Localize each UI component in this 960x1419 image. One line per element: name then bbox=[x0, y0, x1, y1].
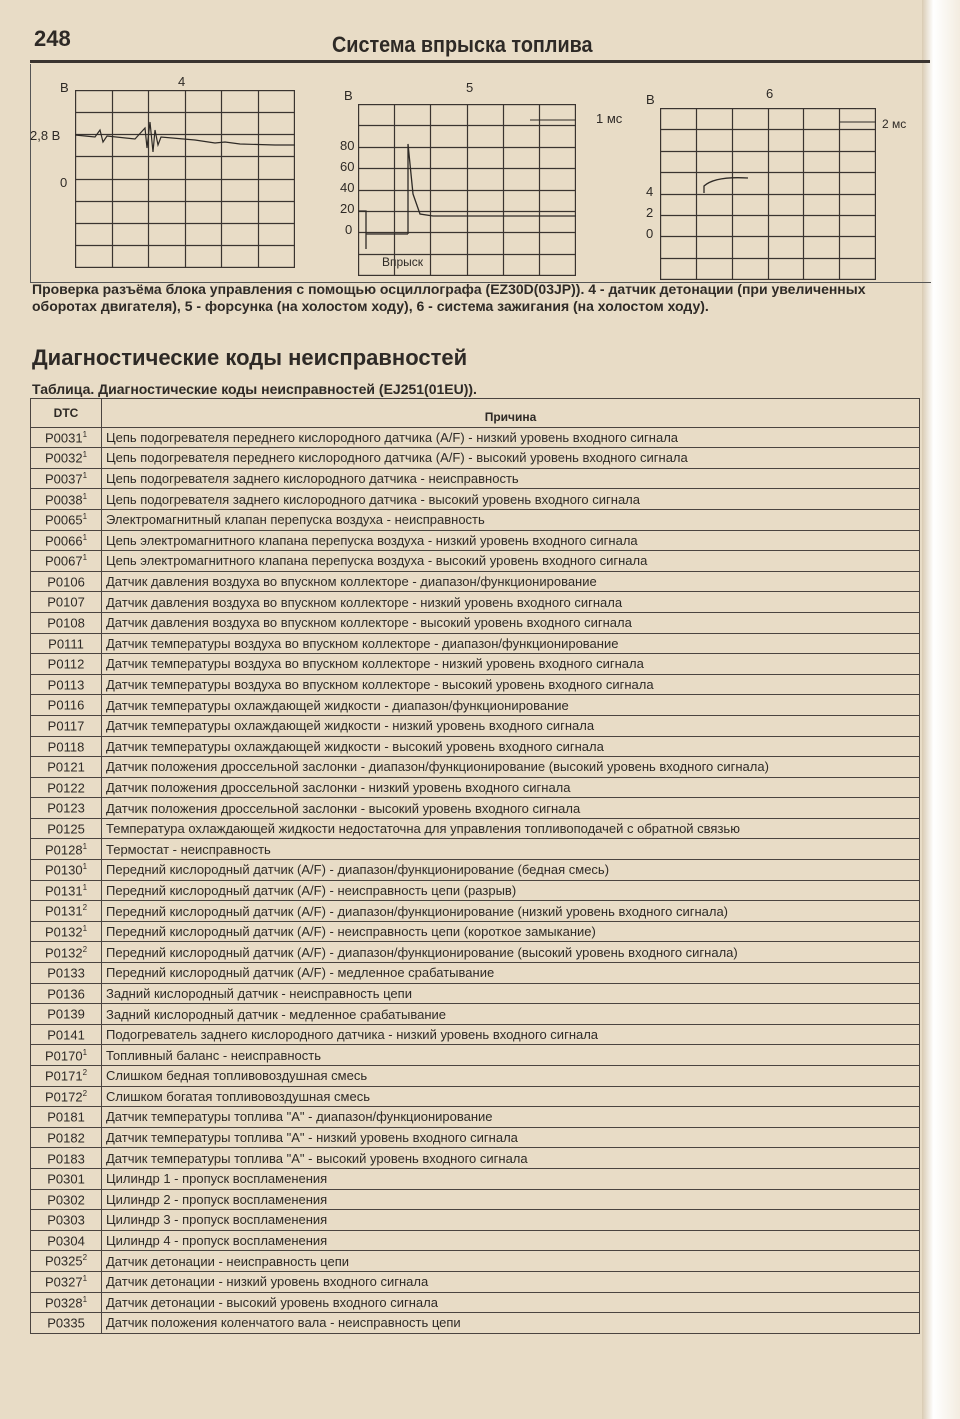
dtc-cause: Датчик положения дроссельной заслонки - низкий уровень входного сигнала bbox=[102, 777, 920, 798]
dtc-cause: Датчик положения дроссельной заслонки - диапазон/функционирование (высокий уровень входного сигнала) bbox=[102, 757, 920, 778]
dtc-code bbox=[31, 654, 102, 675]
dtc-code-text: P0181 bbox=[47, 1109, 85, 1125]
dtc-code-text: P0038 bbox=[44, 491, 83, 507]
dtc-footnote: 2 bbox=[82, 1068, 88, 1078]
dtc-code-text: P0031 bbox=[44, 430, 83, 446]
table-row bbox=[31, 489, 920, 510]
dtc-code bbox=[31, 1168, 102, 1189]
dtc-code bbox=[31, 551, 102, 572]
dtc-code bbox=[31, 983, 102, 1004]
table-row bbox=[31, 818, 920, 839]
dtc-footnote: 1 bbox=[82, 491, 88, 501]
dtc-cause: Датчик температуры воздуха во впускном коллекторе - диапазон/функционирование bbox=[102, 633, 920, 654]
dtc-code-text: P0065 bbox=[44, 512, 83, 528]
fig5-timescale: 1 мс bbox=[596, 111, 623, 126]
dtc-cause: Цилиндр 4 - пропуск воспламенения bbox=[102, 1230, 920, 1251]
dtc-cause: Датчик давления воздуха во впускном коллекторе - низкий уровень входного сигнала bbox=[102, 592, 920, 613]
dtc-cause: Цепь подогревателя переднего кислородного датчика (A/F) - высокий уровень входного сигнала bbox=[102, 448, 920, 469]
dtc-code bbox=[31, 715, 102, 736]
dtc-code bbox=[31, 448, 102, 469]
fig4-unit: В bbox=[60, 80, 69, 95]
dtc-cause: Передний кислородный датчик (A/F) - диапазон/функционирование (высокий уровень входного сигнала) bbox=[102, 942, 920, 963]
dtc-cause: Датчик температуры охлаждающей жидкости - высокий уровень входного сигнала bbox=[102, 736, 920, 757]
dtc-footnote: 2 bbox=[82, 1088, 88, 1098]
dtc-cause: Цилиндр 2 - пропуск воспламенения bbox=[102, 1189, 920, 1210]
dtc-code-text: P0106 bbox=[47, 574, 85, 590]
dtc-code-text: P0170 bbox=[44, 1047, 83, 1063]
table-header-row bbox=[31, 399, 920, 428]
dtc-code-text: P0335 bbox=[47, 1315, 85, 1331]
table-row bbox=[31, 468, 920, 489]
dtc-cause: Подогреватель заднего кислородного датчика - низкий уровень входного сигнала bbox=[102, 1024, 920, 1045]
dtc-code-text: P0302 bbox=[47, 1192, 85, 1208]
table-row bbox=[31, 1230, 920, 1251]
fig6-ylabel: 2 bbox=[646, 205, 654, 220]
dtc-cause: Датчик детонации - неисправность цепи bbox=[102, 1251, 920, 1272]
dtc-footnote: 1 bbox=[82, 1274, 88, 1284]
dtc-code bbox=[31, 1292, 102, 1313]
table-row bbox=[31, 1045, 920, 1066]
dtc-code bbox=[31, 1251, 102, 1272]
dtc-code bbox=[31, 1148, 102, 1169]
dtc-code-text: P0067 bbox=[44, 553, 83, 569]
dtc-code-text: P0301 bbox=[47, 1171, 85, 1187]
dtc-cause: Датчик детонации - низкий уровень входного сигнала bbox=[102, 1271, 920, 1292]
dtc-code-text: P0032 bbox=[44, 450, 83, 466]
dtc-code-text: P0122 bbox=[47, 780, 85, 796]
fig5-ylabel: 20 bbox=[340, 201, 355, 216]
dtc-cause: Слишком бедная топливовоздушная смесь bbox=[102, 1066, 920, 1087]
dtc-cause: Цепь подогревателя заднего кислородного датчика - высокий уровень входного сигнала bbox=[102, 489, 920, 510]
dtc-code bbox=[31, 901, 102, 922]
dtc-code-text: P0171 bbox=[44, 1068, 83, 1084]
table-row bbox=[31, 674, 920, 695]
dtc-code bbox=[31, 427, 102, 448]
dtc-code bbox=[31, 860, 102, 881]
dtc-cause: Цепь подогревателя заднего кислородного датчика - неисправность bbox=[102, 468, 920, 489]
dtc-footnote: 2 bbox=[82, 1253, 88, 1263]
dtc-code-text: P0172 bbox=[44, 1089, 83, 1105]
table-row bbox=[31, 901, 920, 922]
table-row bbox=[31, 1168, 920, 1189]
dtc-code bbox=[31, 839, 102, 860]
dtc-code-text: P0136 bbox=[47, 986, 85, 1002]
fig4-ylabel: 0 bbox=[60, 175, 68, 190]
dtc-cause: Датчик температуры охлаждающей жидкости - низкий уровень входного сигнала bbox=[102, 715, 920, 736]
dtc-cause: Датчик температуры охлаждающей жидкости - диапазон/функционирование bbox=[102, 695, 920, 716]
dtc-footnote: 1 bbox=[82, 470, 88, 480]
table-row bbox=[31, 757, 920, 778]
dtc-cause: Цилиндр 3 - пропуск воспламенения bbox=[102, 1210, 920, 1231]
table-row bbox=[31, 963, 920, 984]
dtc-footnote: 1 bbox=[82, 450, 88, 460]
fig5-unit: В bbox=[344, 88, 353, 103]
fig6-ylabel: 0 bbox=[646, 226, 654, 241]
dtc-code-text: P0303 bbox=[47, 1212, 85, 1228]
dtc-cause: Датчик давления воздуха во впускном коллекторе - диапазон/функционирование bbox=[102, 571, 920, 592]
fig6-oscillogram bbox=[660, 108, 876, 280]
dtc-code-text: P0139 bbox=[47, 1006, 85, 1022]
dtc-code bbox=[31, 612, 102, 633]
table-row bbox=[31, 1271, 920, 1292]
table-row bbox=[31, 1189, 920, 1210]
dtc-cause: Передний кислородный датчик (A/F) - диапазон/функционирование (низкий уровень входного сигнала) bbox=[102, 901, 920, 922]
dtc-footnote: 1 bbox=[82, 1294, 88, 1304]
dtc-cause: Передний кислородный датчик (A/F) - диапазон/функционирование (бедная смесь) bbox=[102, 860, 920, 881]
dtc-cause: Задний кислородный датчик - неисправность цепи bbox=[102, 983, 920, 1004]
section-title: Диагностические коды неисправностей bbox=[32, 345, 468, 370]
dtc-code-text: P0112 bbox=[47, 656, 85, 672]
table-row bbox=[31, 612, 920, 633]
table-row bbox=[31, 880, 920, 901]
dtc-cause: Задний кислородный датчик - медленное срабатывание bbox=[102, 1004, 920, 1025]
dtc-cause: Передний кислородный датчик (A/F) - медленное срабатывание bbox=[102, 963, 920, 984]
fig5-ylabel: 80 bbox=[340, 138, 355, 153]
dtc-code-text: P0327 bbox=[44, 1274, 83, 1290]
dtc-code bbox=[31, 695, 102, 716]
dtc-code-text: P0132 bbox=[44, 944, 83, 960]
fig4-number: 4 bbox=[178, 74, 186, 89]
dtc-code-text: P0118 bbox=[47, 738, 85, 754]
dtc-footnote: 1 bbox=[82, 862, 88, 872]
fig5-number: 5 bbox=[466, 80, 474, 95]
table-body bbox=[31, 427, 920, 1333]
dtc-footnote: 1 bbox=[82, 923, 88, 933]
dtc-cause: Цепь подогревателя переднего кислородного датчика (A/F) - низкий уровень входного сигнала bbox=[102, 427, 920, 448]
dtc-code-text: P0182 bbox=[47, 1130, 85, 1146]
dtc-code bbox=[31, 798, 102, 819]
table-row bbox=[31, 1107, 920, 1128]
dtc-footnote: 1 bbox=[82, 532, 88, 542]
dtc-footnote: 1 bbox=[82, 553, 88, 563]
fig5-ylabel: 60 bbox=[340, 159, 355, 174]
dtc-code bbox=[31, 1107, 102, 1128]
header-dtc: DTC bbox=[31, 399, 102, 428]
fig5-ylabel: 0 bbox=[345, 222, 353, 237]
header-cause: Причина bbox=[102, 399, 920, 428]
table-row bbox=[31, 1066, 920, 1087]
table-row bbox=[31, 448, 920, 469]
dtc-code-text: P0328 bbox=[44, 1294, 83, 1310]
header-rule bbox=[30, 60, 930, 63]
dtc-code-text: P0108 bbox=[47, 615, 85, 631]
table-row bbox=[31, 1210, 920, 1231]
dtc-code-text: P0131 bbox=[44, 883, 83, 899]
table-row bbox=[31, 551, 920, 572]
table-row bbox=[31, 860, 920, 881]
dtc-cause: Электромагнитный клапан перепуска воздуха - неисправность bbox=[102, 509, 920, 530]
dtc-code bbox=[31, 777, 102, 798]
fig5-marker: Впрыск bbox=[382, 255, 424, 269]
dtc-code bbox=[31, 1045, 102, 1066]
dtc-code-text: P0113 bbox=[47, 677, 85, 693]
dtc-code bbox=[31, 592, 102, 613]
dtc-cause: Датчик положения дроссельной заслонки - высокий уровень входного сигнала bbox=[102, 798, 920, 819]
dtc-table bbox=[30, 398, 920, 1334]
dtc-code bbox=[31, 1210, 102, 1231]
table-row bbox=[31, 1004, 920, 1025]
table-caption: Таблица. Диагностические коды неисправностей (EJ251(01EU)). bbox=[32, 381, 477, 397]
table-row bbox=[31, 654, 920, 675]
table-row bbox=[31, 777, 920, 798]
dtc-footnote: 1 bbox=[82, 429, 88, 439]
dtc-code bbox=[31, 674, 102, 695]
dtc-cause: Датчик температуры воздуха во впускном коллекторе - высокий уровень входного сигнала bbox=[102, 674, 920, 695]
dtc-code bbox=[31, 818, 102, 839]
table-row bbox=[31, 571, 920, 592]
dtc-footnote: 1 bbox=[82, 841, 88, 851]
table-row bbox=[31, 942, 920, 963]
dtc-cause: Датчик температуры топлива "A" - диапазон/функционирование bbox=[102, 1107, 920, 1128]
table-row bbox=[31, 592, 920, 613]
dtc-code bbox=[31, 921, 102, 942]
fig4-ylabel: 2,8 В bbox=[30, 128, 61, 143]
dtc-code-text: P0121 bbox=[47, 759, 85, 775]
figure-caption: Проверка разъёма блока управления с помощью осциллографа (EZ30D(03JP)). 4 - датчик детонации (при увеличенных оборотах двигателя), 5 - форсунка (на холостом ходу), 6 - система зажигания (на холостом ходу). bbox=[32, 281, 866, 314]
dtc-cause: Топливный баланс - неисправность bbox=[102, 1045, 920, 1066]
dtc-footnote: 2 bbox=[82, 903, 88, 913]
dtc-footnote: 2 bbox=[82, 944, 88, 954]
dtc-code bbox=[31, 1189, 102, 1210]
dtc-code bbox=[31, 1086, 102, 1107]
fig6-timescale: 2 мс bbox=[882, 117, 907, 131]
dtc-code bbox=[31, 942, 102, 963]
dtc-code bbox=[31, 1004, 102, 1025]
dtc-code-text: P0125 bbox=[47, 821, 85, 837]
dtc-code-text: P0128 bbox=[44, 841, 83, 857]
dtc-footnote: 1 bbox=[82, 882, 88, 892]
table-row bbox=[31, 1024, 920, 1045]
fig5-oscillogram bbox=[358, 104, 576, 276]
dtc-code bbox=[31, 530, 102, 551]
dtc-code-text: P0123 bbox=[47, 800, 85, 816]
fig6-ylabel: 4 bbox=[646, 184, 654, 199]
dtc-cause: Термостат - неисправность bbox=[102, 839, 920, 860]
table-row bbox=[31, 839, 920, 860]
table-row bbox=[31, 530, 920, 551]
dtc-code-text: P0133 bbox=[47, 965, 85, 981]
dtc-code bbox=[31, 1066, 102, 1087]
fig6-unit: В bbox=[646, 92, 655, 107]
dtc-code-text: P0183 bbox=[47, 1150, 85, 1166]
dtc-cause: Передний кислородный датчик (A/F) - неисправность цепи (разрыв) bbox=[102, 880, 920, 901]
dtc-code bbox=[31, 1230, 102, 1251]
dtc-code-text: P0037 bbox=[44, 471, 83, 487]
dtc-cause: Цилиндр 1 - пропуск воспламенения bbox=[102, 1168, 920, 1189]
table-row bbox=[31, 921, 920, 942]
dtc-code-text: P0131 bbox=[44, 903, 83, 919]
table-row bbox=[31, 1313, 920, 1334]
fig4-oscillogram bbox=[75, 90, 295, 268]
dtc-cause: Передний кислородный датчик (A/F) - неисправность цепи (короткое замыкание) bbox=[102, 921, 920, 942]
dtc-cause: Датчик положения коленчатого вала - неисправность цепи bbox=[102, 1313, 920, 1334]
dtc-code bbox=[31, 633, 102, 654]
dtc-code bbox=[31, 1313, 102, 1334]
table-row bbox=[31, 509, 920, 530]
dtc-code bbox=[31, 571, 102, 592]
page-number: 248 bbox=[34, 26, 71, 51]
fig5-ylabel: 40 bbox=[340, 180, 355, 195]
dtc-code bbox=[31, 489, 102, 510]
dtc-code-text: P0111 bbox=[48, 635, 84, 651]
dtc-code bbox=[31, 468, 102, 489]
dtc-cause: Слишком богатая топливовоздушная смесь bbox=[102, 1086, 920, 1107]
table-row bbox=[31, 1127, 920, 1148]
table-row bbox=[31, 983, 920, 1004]
dtc-code-text: P0141 bbox=[47, 1027, 85, 1043]
table-row bbox=[31, 1292, 920, 1313]
dtc-code bbox=[31, 880, 102, 901]
dtc-code-text: P0304 bbox=[47, 1233, 85, 1249]
dtc-code-text: P0066 bbox=[44, 533, 83, 549]
table-row bbox=[31, 1086, 920, 1107]
dtc-cause: Датчик детонации - высокий уровень входного сигнала bbox=[102, 1292, 920, 1313]
table-row bbox=[31, 798, 920, 819]
dtc-code bbox=[31, 509, 102, 530]
dtc-code-text: P0132 bbox=[44, 924, 83, 940]
dtc-cause: Цепь электромагнитного клапана перепуска воздуха - высокий уровень входного сигнала bbox=[102, 551, 920, 572]
table-row bbox=[31, 695, 920, 716]
dtc-code bbox=[31, 1271, 102, 1292]
dtc-cause: Датчик температуры воздуха во впускном коллекторе - низкий уровень входного сигнала bbox=[102, 654, 920, 675]
table-row bbox=[31, 736, 920, 757]
table-row bbox=[31, 1251, 920, 1272]
table-row bbox=[31, 1148, 920, 1169]
dtc-footnote: 1 bbox=[82, 1047, 88, 1057]
table-row bbox=[31, 427, 920, 448]
dtc-code bbox=[31, 1024, 102, 1045]
dtc-footnote: 1 bbox=[82, 512, 88, 522]
fig6-number: 6 bbox=[766, 86, 774, 101]
table-row bbox=[31, 715, 920, 736]
dtc-code bbox=[31, 963, 102, 984]
dtc-cause: Цепь электромагнитного клапана перепуска воздуха - низкий уровень входного сигнала bbox=[102, 530, 920, 551]
dtc-code-text: P0117 bbox=[47, 718, 85, 734]
dtc-code-text: P0130 bbox=[44, 862, 83, 878]
dtc-cause: Датчик температуры топлива "A" - низкий уровень входного сигнала bbox=[102, 1127, 920, 1148]
table-row bbox=[31, 633, 920, 654]
dtc-code bbox=[31, 757, 102, 778]
dtc-cause: Датчик давления воздуха во впускном коллекторе - высокий уровень входного сигнала bbox=[102, 612, 920, 633]
dtc-code-text: P0116 bbox=[47, 697, 85, 713]
dtc-cause: Температура охлаждающей жидкости недостаточна для управления топливоподачей с обратной связью bbox=[102, 818, 920, 839]
dtc-cause: Датчик температуры топлива "A" - высокий уровень входного сигнала bbox=[102, 1148, 920, 1169]
dtc-code-text: P0107 bbox=[47, 594, 85, 610]
dtc-code-text: P0325 bbox=[44, 1253, 83, 1269]
dtc-code bbox=[31, 736, 102, 757]
dtc-code bbox=[31, 1127, 102, 1148]
running-head: Система впрыска топлива bbox=[332, 32, 593, 57]
